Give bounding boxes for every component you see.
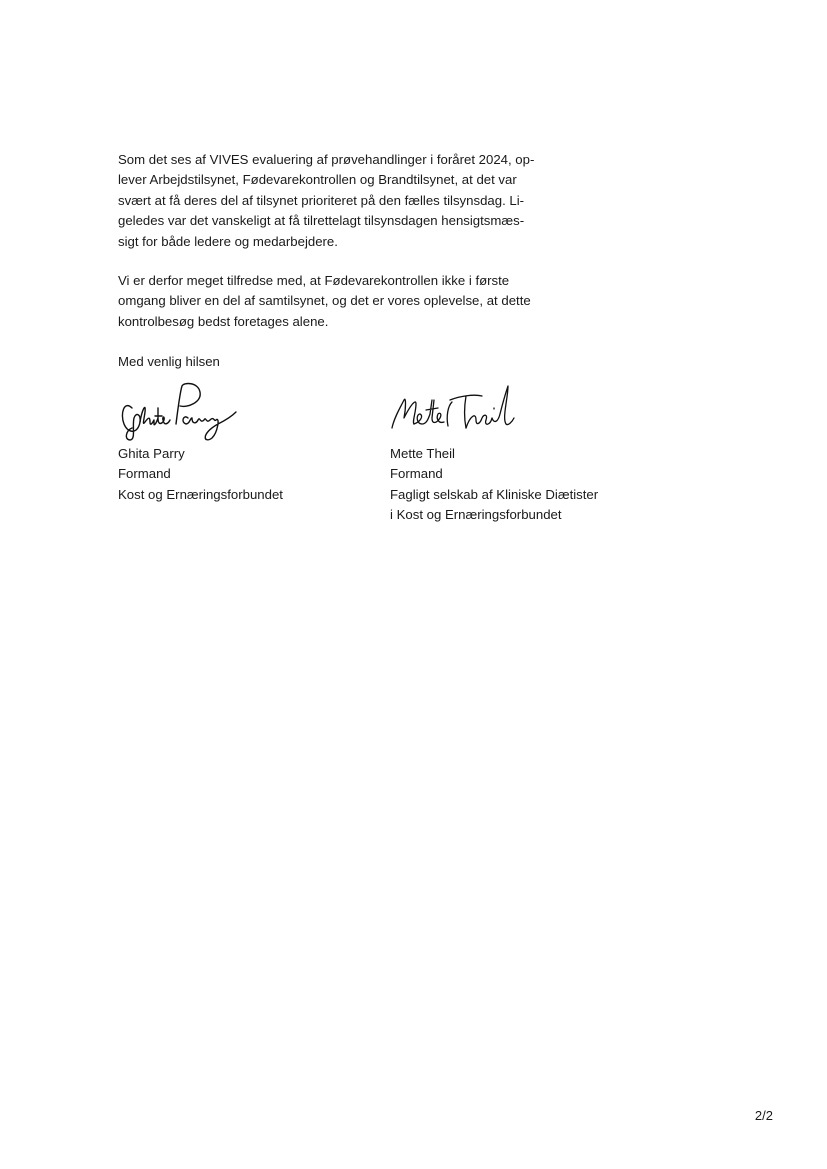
closing-salutation — [118, 352, 568, 372]
signatory-title: Formand — [390, 466, 443, 482]
paragraph-line: kontrolbesøg bedst foretages alene. — [118, 313, 329, 329]
paragraph-line: svært at få deres del af tilsynet prioriteret på den fælles tilsynsdag. Li- — [118, 192, 525, 208]
signatory-organization: i Kost og Ernæringsforbundet — [390, 507, 562, 523]
paragraph-line: omgang bliver en del af samtilsynet, og det er vores oplevelse, at dette — [118, 293, 531, 309]
paragraph-line: geledes var det vanskeligt at få tilrettelagt tilsynsdagen hensigtsmæs- — [118, 213, 525, 229]
paragraph-line: Som det ses af VIVES evaluering af prøvehandlinger i foråret 2024, op- — [118, 152, 535, 167]
paragraph-line: lever Arbejdstilsynet, Fødevarekontrollen og Brandtilsynet, at det var — [118, 172, 517, 188]
closing-text: Med venlig hilsen — [118, 354, 220, 369]
signatory-block-left — [118, 378, 418, 505]
body-paragraph-2 — [118, 271, 568, 332]
paragraph-line: sigt for både ledere og medarbejdere. — [118, 233, 338, 249]
handwritten-signature-mette-theil — [390, 378, 530, 444]
body-paragraph-1 — [118, 150, 568, 252]
signatory-name: Ghita Parry — [118, 446, 185, 461]
signatory-name: Mette Theil — [390, 446, 455, 461]
signatory-organization: Kost og Ernæringsforbundet — [118, 486, 283, 502]
signatory-block-right — [390, 378, 690, 526]
handwritten-signature-ghita-parry — [118, 378, 248, 444]
page-number: 2/2 — [754, 1108, 773, 1123]
signatory-organization: Fagligt selskab af Kliniske Diætister — [390, 486, 599, 502]
paragraph-line: Vi er derfor meget tilfredse med, at Fødevarekontrollen ikke i første — [118, 273, 510, 288]
signatory-title: Formand — [118, 466, 171, 482]
